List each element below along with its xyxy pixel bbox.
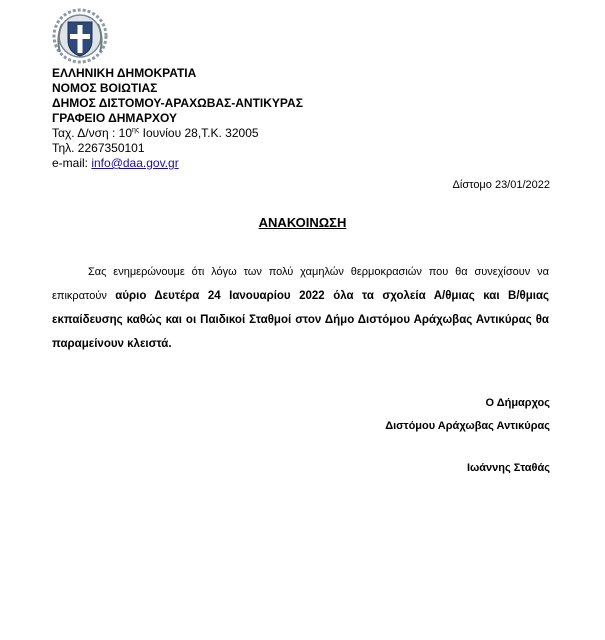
letterhead-phone: Τηλ. 2267350101 [52,141,145,155]
letterhead [52,66,303,171]
letterhead-address: Ταχ. Δ/νση : $10^{\eta\varsigma}$ Ιουνίου 28,Τ.Κ. 32005 [52,126,259,140]
letterhead-prefecture: ΝΟΜΟΣ ΒΟΙΩΤΙΑΣ [52,81,158,95]
letterhead-country: ΕΛΛΗΝΙΚΗ ΔΗΜΟΚΡΑΤΙΑ [52,66,197,80]
body-text-normal: Σας ενημερώνουμε ότι λόγω των πολύ χαμηλών θερμοκρασιών που θα συνεχίσουν να επικρατούν [52,266,549,302]
letterhead-email: e-mail: info@daa.gov.gr [52,156,179,170]
signature-name: Ιωάννης Σταθάς [466,462,550,474]
document-title: ΑΝΑΚΟΙΝΩΣΗ [258,215,347,230]
signature-municipality: Διστόμου Αράχωβας Αντικύρας [385,420,550,432]
letterhead-municipality: ΔΗΜΟΣ ΔΙΣΤΟΜΟΥ-ΑΡΑΧΩΒΑΣ-ΑΝΤΙΚΥΡΑΣ [52,96,303,110]
greek-coat-of-arms-icon [52,8,108,64]
signature-role: Ο Δήμαρχος [485,397,550,409]
body-text-bold: αύριο Δευτέρα 24 Ιανουαρίου 2022 όλα τα σχολεία Α/θμιας και Β/θμιας εκπαίδευσης καθώς και οι Παιδικοί Σταθμοί στον Δήμο Διστόμου Αράχωβας Αντικύρας θα παραμείνουν κλειστά. [52,290,550,350]
email-link[interactable]: info@daa.gov.gr [91,156,179,170]
document-date: Δίστομο 23/01/2022 [452,179,550,191]
letterhead-office: ΓΡΑΦΕΙΟ ΔΗΜΑΡΧΟΥ [52,111,178,125]
announcement-body [52,260,549,356]
